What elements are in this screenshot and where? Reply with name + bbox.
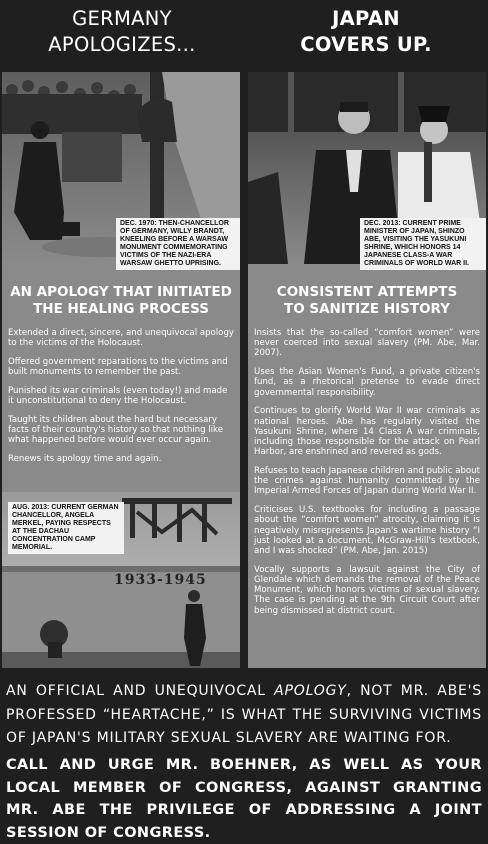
japan-heading-line2: COVERS UP. (300, 33, 432, 56)
germany-heading-line2: APOLOGIZES... (48, 33, 196, 56)
abe-photo-caption: DEC. 2013: CURRENT PRIME MINISTER OF JAPAN, SHINZO ABE, VISITING THE YASUKUNI SHRINE, WHICH HONORS 14 JAPANESE CLASS-A WAR CRIMINALS OF WORLD WAR II. (360, 218, 486, 270)
japan-paragraph: Criticises U.S. textbooks for including a passage about the “comfort women” atrocity, claiming it is negatively misrepresents Japan's wartime history “I just looked at a document, McGraw-Hill's textbook, and I was shocked” (PM. Abe, Jan. 2015) (254, 505, 480, 557)
germany-panel (2, 72, 240, 668)
japan-title-line2: TO SANITIZE HISTORY (284, 301, 450, 317)
japan-panel-title (248, 284, 486, 318)
germany-title-line2: THE HEALING PROCESS (33, 301, 209, 317)
germany-paragraph: Offered government reparations to the victims and built monuments to remember the past. (8, 357, 228, 378)
brandt-photo-caption: DEC. 1970: THEN-CHANCELLOR OF GERMANY, WILLY BRANDT, KNEELING BEFORE A WARSAW MONUMENT COMMEMORATING VICTIMS OF THE NAZI-ERA WARSAW GHETTO UPRISING. (116, 218, 240, 270)
japan-panel (248, 72, 486, 668)
japan-paragraph: Insists that the so-called “comfort women” were never coerced into sexual slavery (PM. Abe, Mar. 2007). (254, 328, 480, 359)
merkel-photo-caption: AUG. 2013: CURRENT GERMAN CHANCELLOR, ANGELA MERKEL, PAYING RESPECTS AT THE DACHAU CONCENTRATION CAMP MEMORIAL. (8, 502, 124, 554)
japan-paragraph: Uses the Asian Women's Fund, a private citizen's fund, as a rhetorical pretense to evade direct governmental responsibility. (254, 367, 480, 398)
germany-panel-title (2, 284, 240, 318)
footer-statement-part1: AN OFFICIAL AND UNEQUIVOCAL (6, 683, 275, 699)
japan-paragraph: Vocally supports a lawsuit against the City of Glendale which demands the removal of the Peace Monument, which honors victims of sexual slavery. The case is pending at the 9th Circuit Court after being dismissed at district court. (254, 564, 480, 616)
japan-body (254, 328, 480, 624)
germany-heading-line1: GERMANY (72, 7, 172, 30)
memorial-years-text: 1933-1945 (114, 572, 207, 588)
japan-title-line1: CONSISTENT ATTEMPTS (276, 284, 458, 300)
japan-paragraph: Refuses to teach Japanese children and public about the crimes against humanity committed by the Imperial Armed Forces of Japan during World War II. (254, 466, 480, 497)
footer (2, 672, 486, 841)
footer-statement-part2: , NOT MR. ABE'S PROFESSED “HEARTACHE,” IS WHAT THE SURVIVING VICTIMS OF JAPAN'S MILITARY SEXUAL SLAVERY ARE WAITING FOR. (6, 683, 482, 746)
germany-paragraph: Renews its apology time and again. (8, 454, 162, 465)
header (0, 0, 488, 72)
germany-paragraph: Taught its children about the hard but necessary facts of their country's history so that nothing like what happened before would ever occur again. (8, 415, 224, 446)
footer-statement (6, 680, 482, 751)
germany-paragraph: Extended a direct, sincere, and unequivocal apology to the victims of the Holocaust. (8, 328, 234, 349)
germany-title-line1: AN APOLOGY THAT INITIATED (10, 284, 232, 300)
japan-heading-line1: JAPAN (332, 7, 400, 30)
germany-paragraph: Punished its war criminals (even today!) and made it unconstitutional to deny the Holocaust. (8, 386, 228, 407)
japan-heading (244, 6, 488, 58)
germany-heading (0, 6, 244, 58)
japan-paragraph: Continues to glorify World War II war criminals as national heroes. Abe has regularly visited the Yasukuni Shrine, where 14 Class A war criminals, including those responsible for the attack on Pearl Harbor, are enshrined and revered as gods. (254, 406, 480, 458)
footer-apology-word: APOLOGY (274, 683, 347, 699)
germany-body (8, 328, 234, 473)
footer-call-to-action: CALL AND URGE MR. BOEHNER, AS WELL AS YOUR LOCAL MEMBER OF CONGRESS, AGAINST GRANTING MR. ABE THE PRIVILEGE OF ADDRESSING A JOINT SESSION OF CONGRESS. (6, 757, 482, 841)
